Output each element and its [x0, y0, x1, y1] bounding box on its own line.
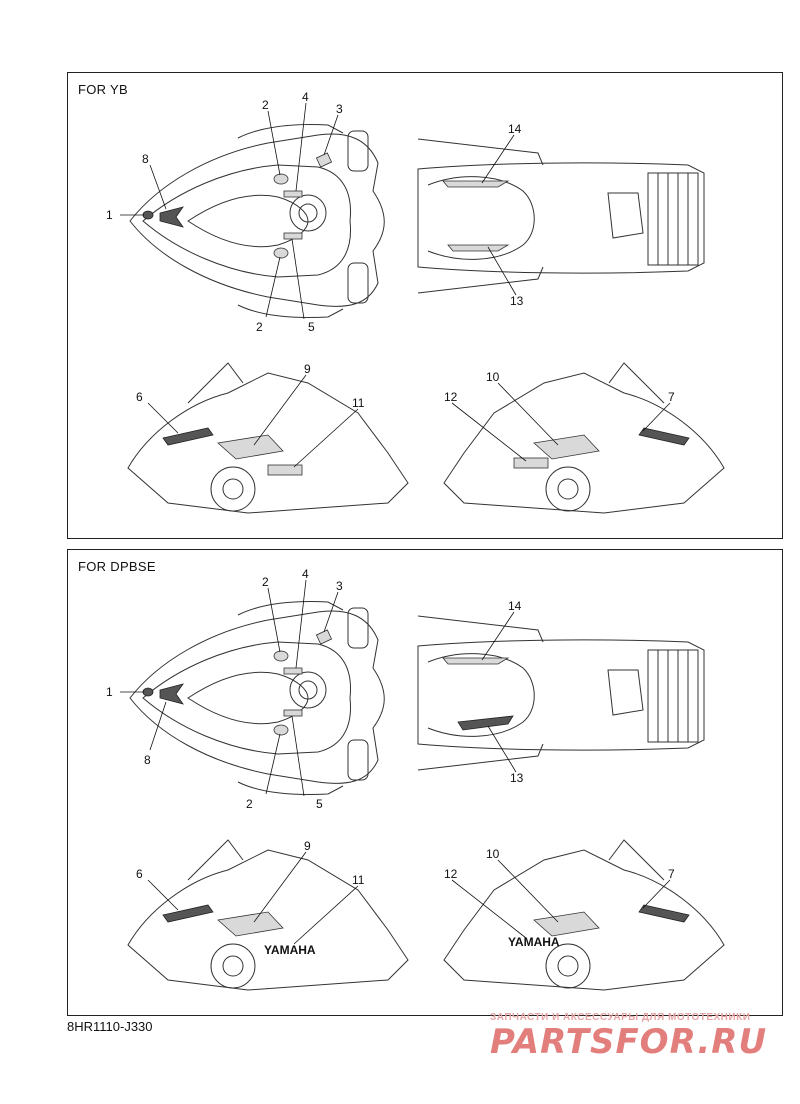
leader-lines: [120, 580, 670, 944]
diagram-panel-dpbse: [67, 549, 783, 1016]
callout-number: 2: [256, 320, 263, 334]
callout-number: 6: [136, 390, 143, 404]
top-view-front-drawing: [130, 125, 384, 318]
callout-number: 4: [302, 90, 309, 104]
watermark-tagline: ЗАПЧАСТИ И АКСЕССУАРЫ ДЛЯ МОТОТЕХНИКИ: [490, 1012, 751, 1023]
top-view-rear-drawing: [418, 616, 704, 770]
watermark-logo: PARTSFOR.RU: [490, 1022, 768, 1062]
side-view-right-drawing: [444, 840, 724, 990]
callout-number: 5: [316, 797, 323, 811]
callout-number: 10: [486, 370, 500, 384]
diagram-panel-yb: [67, 72, 783, 539]
leader-lines: [120, 103, 670, 467]
panel-title: FOR DPBSE: [78, 559, 156, 574]
callout-number: 9: [304, 362, 311, 376]
callout-number: 7: [668, 867, 675, 881]
callout-number: 13: [510, 294, 524, 308]
side-view-left-drawing: [128, 363, 408, 513]
callout-number: 5: [308, 320, 315, 334]
callout-number: 12: [444, 390, 458, 404]
callout-number: 9: [304, 839, 311, 853]
callout-number: 2: [246, 797, 253, 811]
drawing-code: 8HR1110-J330: [67, 1019, 153, 1034]
callout-number: 14: [508, 599, 522, 613]
callout-number: 11: [352, 396, 365, 410]
top-view-front-drawing: [130, 602, 384, 795]
callout-number: 1: [106, 208, 113, 222]
side-view-left-drawing: [128, 840, 408, 990]
callout-number: 13: [510, 771, 524, 785]
callout-number: 1: [106, 685, 113, 699]
callout-number: 14: [508, 122, 522, 136]
callout-number: 11: [352, 873, 365, 887]
side-view-right-drawing: [444, 363, 724, 513]
callout-number: 8: [142, 152, 149, 166]
callout-number: 3: [336, 579, 343, 593]
jetski-decal-diagram: [68, 73, 784, 540]
callout-number: 6: [136, 867, 143, 881]
callout-number: 3: [336, 102, 343, 116]
callout-number: 2: [262, 575, 269, 589]
jetski-decal-diagram: [68, 550, 784, 1017]
callout-number: 2: [262, 98, 269, 112]
top-view-rear-drawing: [418, 139, 704, 293]
callout-number: 10: [486, 847, 500, 861]
callout-number: 7: [668, 390, 675, 404]
panel-title: FOR YB: [78, 82, 128, 97]
callout-number: 4: [302, 567, 309, 581]
yamaha-decal-text: YAMAHA: [264, 943, 316, 957]
callout-number: 12: [444, 867, 458, 881]
yamaha-decal-text: YAMAHA: [508, 935, 560, 949]
callout-number: 8: [144, 753, 151, 767]
